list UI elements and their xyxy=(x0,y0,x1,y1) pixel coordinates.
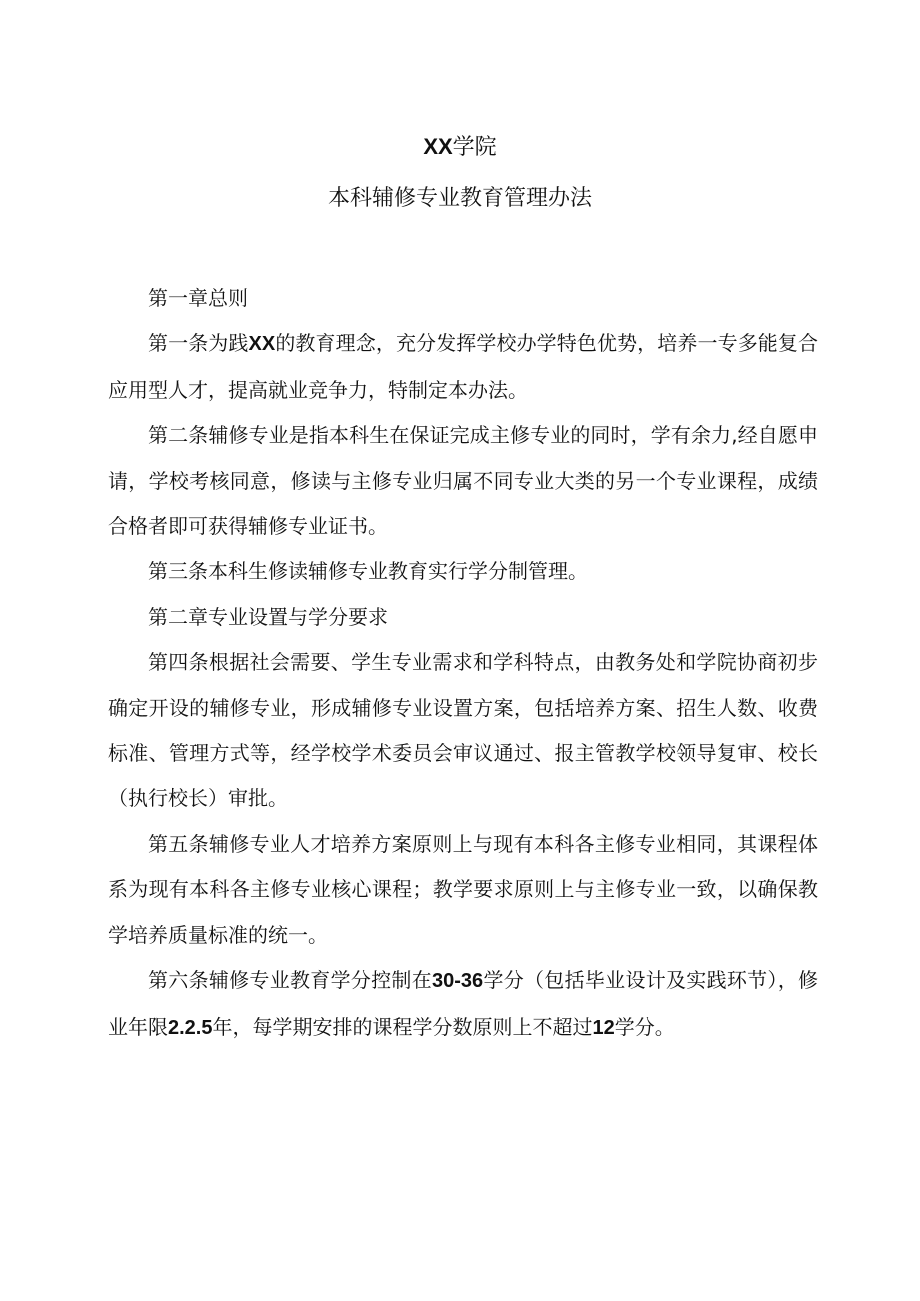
article-4: 第四条根据社会需要、学生专业需求和学科特点，由教务处和学院协商初步确定开设的辅修专业，形成辅修专业设置方案，包括培养方案、招生人数、收费标准、管理方式等，经学校学术委员会审议通过、报主管教学校领导复审、校长（执行校长）审批。 xyxy=(108,650,818,811)
article-1-code: XX xyxy=(248,333,276,356)
article-6-text-b: 学分（包括毕业设计及实践环节），修业年限 xyxy=(108,968,819,1039)
article-6-text-c: 年，每学期安排的课程学分数原则上不超过 xyxy=(212,1014,593,1039)
title-code: XX xyxy=(423,134,453,159)
article-3: 第三条本科生修读辅修专业教育实行学分制管理。 xyxy=(148,559,588,584)
article-1-text-b: 的教育理念，充分发挥学校办学特色优势，培养一专多能复合应用型人才，提高就业竞争力，特制定本办法。 xyxy=(108,331,819,402)
article-6-years: 2.2.5 xyxy=(168,1016,213,1039)
document-body xyxy=(108,276,818,1051)
article-1 xyxy=(108,321,818,413)
article-6-credit-range: 30-36 xyxy=(432,970,484,993)
article-5: 第五条辅修专业人才培养方案原则上与现有本科各主修专业相同，其课程体系为现有本科各主修专业核心课程；教学要求原则上与主修专业一致，以确保教学培养质量标准的统一。 xyxy=(108,831,818,947)
article-6-text-a: 第六条辅修专业教育学分控制在 xyxy=(148,968,432,993)
document-title-line1 xyxy=(0,132,920,163)
article-6-text-d: 学分。 xyxy=(614,1014,675,1039)
article-6-max-credits: 12 xyxy=(592,1016,615,1039)
title-suffix: 学院 xyxy=(452,135,497,160)
document-title-line2: 本科辅修专业教育管理办法 xyxy=(327,186,592,211)
chapter-heading-2: 第二章专业设置与学分要求 xyxy=(148,604,388,629)
article-1-text-a: 第一条为践 xyxy=(148,331,249,356)
chapter-heading-1: 第一章总则 xyxy=(148,286,248,310)
article-6 xyxy=(108,958,818,1051)
article-2: 第二条辅修专业是指本科生在保证完成主修专业的同时，学有余力,经自愿申请，学校考核同意，修读与主修专业归属不同专业大类的另一个专业课程，成绩合格者即可获得辅修专业证书。 xyxy=(108,423,818,539)
